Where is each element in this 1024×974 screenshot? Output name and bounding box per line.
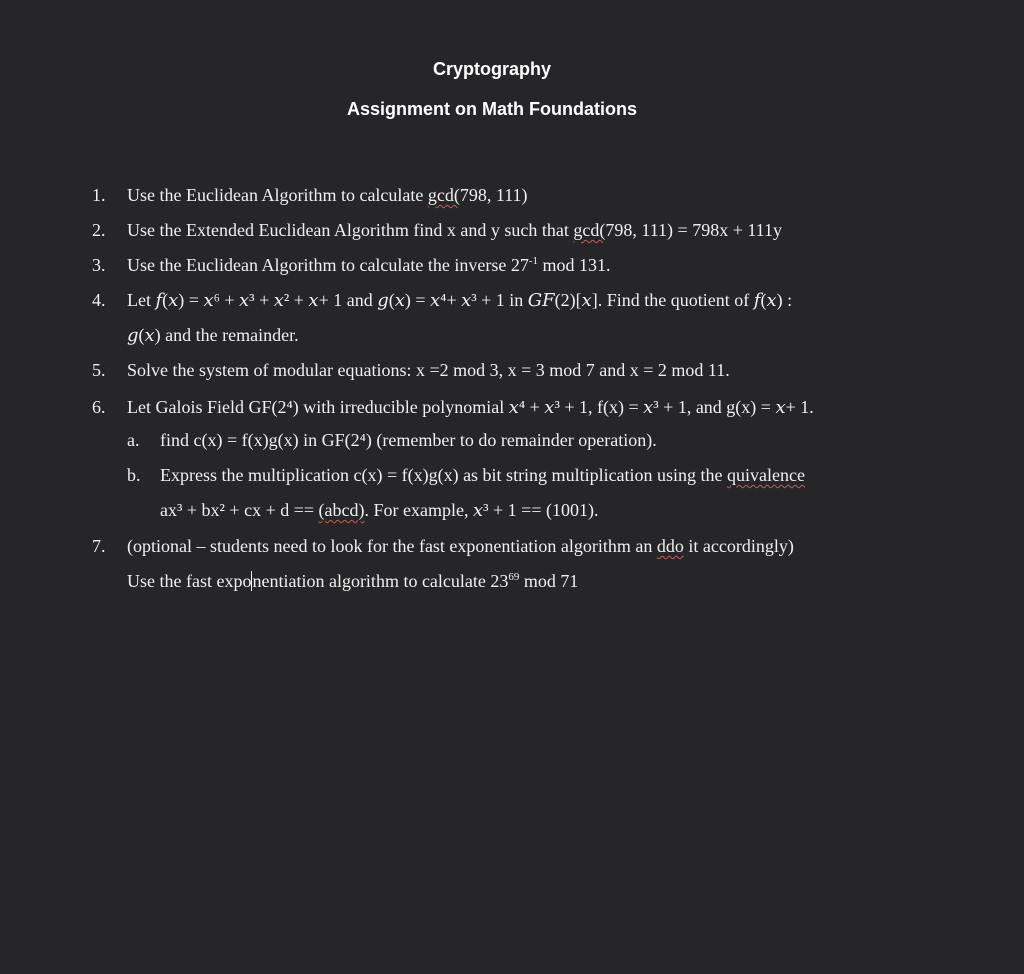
sub-item-letter: a. bbox=[127, 430, 140, 450]
item-text: Use the Euclidean Algorithm to calculate the inverse $27^{-1}$ mod 131. bbox=[127, 255, 611, 275]
spellcheck-flag[interactable]: (abcd) bbox=[318, 500, 365, 520]
document-subtitle: Assignment on Math Foundations bbox=[347, 99, 637, 119]
item-text: Let 𝑓(𝑥) = 𝑥⁶ + 𝑥³ + 𝑥² + 𝑥+ 1 and 𝑔(𝑥) = 𝑥⁴+ 𝑥³ + 1 in 𝐺𝐹(2)[𝑥]. Find the quotient of 𝑓(𝑥) : bbox=[127, 290, 793, 310]
item-text[interactable]: Use the fast exponentiation algorithm to calculate $23^{69}$ mod 71 bbox=[127, 571, 579, 591]
item-text: 𝑔(𝑥) and the remainder. bbox=[127, 325, 299, 345]
sub-item-text: Express the multiplication c(x) = f(x)g(x) as bit string multiplication using the quivalence bbox=[160, 465, 806, 485]
item-number: 4. bbox=[92, 290, 106, 310]
spellcheck-flag[interactable]: gcd( bbox=[573, 220, 606, 240]
item-text: (optional – students need to look for the fast exponentiation algorithm an ddo it accordingly) bbox=[127, 536, 794, 556]
sub-item-text: ax³ + bx² + cx + d == (abcd). For example, 𝑥³ + 1 == (1001). bbox=[160, 500, 599, 520]
document-title: Cryptography bbox=[432, 59, 551, 79]
sub-item-text: find c(x) = f(x)g(x) in GF(2⁴) (remember to do remainder operation). bbox=[160, 430, 657, 450]
item-text: Use the Extended Euclidean Algorithm find x and y such that gcd(798, 111) = 798x + 111y bbox=[127, 220, 783, 240]
item-number: 7. bbox=[92, 536, 106, 556]
item-text: Solve the system of modular equations: x =2 mod 3, x = 3 mod 7 and x = 2 mod 11. bbox=[127, 360, 730, 380]
spellcheck-flag[interactable]: gcd( bbox=[427, 185, 460, 205]
item-number: 2. bbox=[92, 220, 106, 240]
item-number: 6. bbox=[92, 397, 106, 417]
item-text: Let Galois Field GF(2⁴) with irreducible polynomial 𝑥⁴ + 𝑥³ + 1, f(x) = 𝑥³ + 1, and g(x) = 𝑥+ 1. bbox=[127, 397, 814, 417]
spellcheck-flag[interactable]: quivalence bbox=[727, 465, 806, 485]
item-number: 5. bbox=[92, 360, 106, 380]
item-number: 3. bbox=[92, 255, 106, 275]
sub-item-letter: b. bbox=[127, 465, 141, 485]
item-text: Use the Euclidean Algorithm to calculate gcd(798, 111) bbox=[127, 185, 528, 205]
spellcheck-flag[interactable]: ddo bbox=[656, 536, 684, 556]
item-number: 1. bbox=[92, 185, 106, 205]
